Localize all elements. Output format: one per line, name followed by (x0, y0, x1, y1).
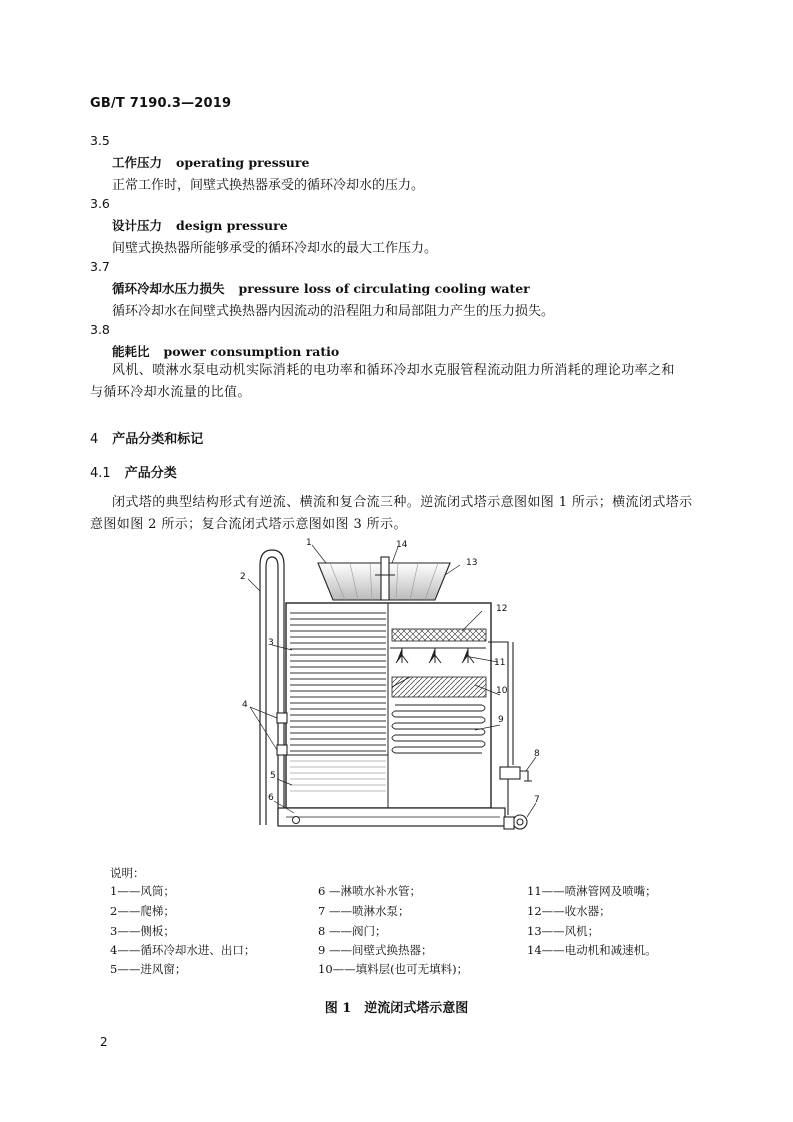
callout-8: 8 (534, 749, 540, 759)
term-zh: 工作压力 (112, 155, 163, 170)
term-title (112, 153, 309, 171)
section-heading: 4 产品分类和标记 (90, 432, 204, 447)
term-definition: 正常工作时，间壁式换热器承受的循环冷却水的压力。 (112, 178, 425, 193)
term-en: operating pressure (176, 155, 310, 170)
standard-number: GB/T 7190.3—2019 (90, 96, 232, 111)
callout-7: 7 (534, 795, 540, 805)
term-zh: 能耗比 (112, 344, 150, 359)
term-number: 3.8 (90, 322, 110, 337)
legend-item: 6 —淋喷水补水管； (318, 884, 421, 898)
fan-stack (318, 557, 450, 600)
callout-4: 4 (242, 700, 248, 710)
body-paragraph: 闭式塔的典型结构形式有逆流、横流和复合流三种。逆流闭式塔示意图如图 1 所示；横流闭式塔示意图如图 2 所示；复合流闭式塔示意图如图 3 所示。 (90, 495, 693, 532)
legend-title: 说明： (110, 866, 145, 880)
ladder (260, 550, 284, 825)
makeup-water-pipe (293, 817, 300, 824)
term-definition: 风机、喷淋水泵电动机实际消耗的电功率和循环冷却水克服管程流动阻力所消耗的理论功率之和与循环冷却水流量的比值。 (90, 363, 675, 400)
term-number: 3.7 (90, 259, 110, 274)
term-title (112, 279, 530, 297)
page-number: 2 (100, 1035, 108, 1049)
callout-9: 9 (498, 715, 504, 725)
legend-item: 8 ——阀门； (318, 924, 387, 938)
legend-item: 4——循环冷却水进、出口； (110, 943, 256, 957)
term-en: power consumption ratio (163, 344, 340, 359)
callout-5: 5 (270, 771, 276, 781)
spray-pump-piping (488, 642, 532, 829)
figure-caption: 图 1 逆流闭式塔示意图 (324, 1001, 469, 1016)
callout-3: 3 (268, 638, 274, 648)
term-number: 3.5 (90, 133, 110, 148)
term-title (112, 342, 339, 360)
legend-item: 10——填料层(也可无填料)； (318, 962, 469, 976)
legend-item: 7 ——喷淋水泵； (318, 904, 410, 918)
legend-item: 14——电动机和减速机。 (527, 943, 657, 957)
callout-6: 6 (268, 793, 274, 803)
callout-13: 13 (466, 558, 478, 568)
legend-item: 9 ——间壁式换热器； (318, 943, 433, 957)
fill-layer (392, 677, 486, 697)
legend-item: 11——喷淋管网及喷嘴； (527, 884, 657, 898)
drift-eliminator (392, 629, 486, 641)
callout-10: 10 (496, 686, 508, 696)
callout-11: 11 (494, 658, 506, 668)
term-en: pressure loss of circulating cooling water (238, 281, 530, 296)
legend-item: 1——风筒； (110, 884, 175, 898)
counterflow-tower-diagram (230, 535, 560, 855)
callout-2: 2 (240, 572, 246, 582)
term-title (112, 216, 288, 234)
callout-1: 1 (306, 538, 312, 548)
subsection-heading: 4.1 产品分类 (90, 466, 177, 481)
legend-item: 3——侧板； (110, 924, 175, 938)
legend-item: 12——收水器； (527, 904, 611, 918)
term-definition: 间壁式换热器所能够承受的循环冷却水的最大工作压力。 (112, 241, 438, 256)
term-definition: 循环冷却水在间壁式换热器内因流动的沿程阻力和局部阻力产生的压力损失。 (112, 304, 555, 319)
term-zh: 设计压力 (112, 218, 163, 233)
callout-12: 12 (496, 604, 508, 614)
term-zh: 循环冷却水压力损失 (112, 281, 225, 296)
legend-item: 5——进风窗； (110, 962, 187, 976)
callout-14: 14 (396, 540, 408, 550)
term-en: design pressure (176, 218, 288, 233)
legend-item: 13——风机； (527, 924, 600, 938)
legend-item: 2——爬梯； (110, 904, 175, 918)
term-number: 3.6 (90, 196, 110, 211)
